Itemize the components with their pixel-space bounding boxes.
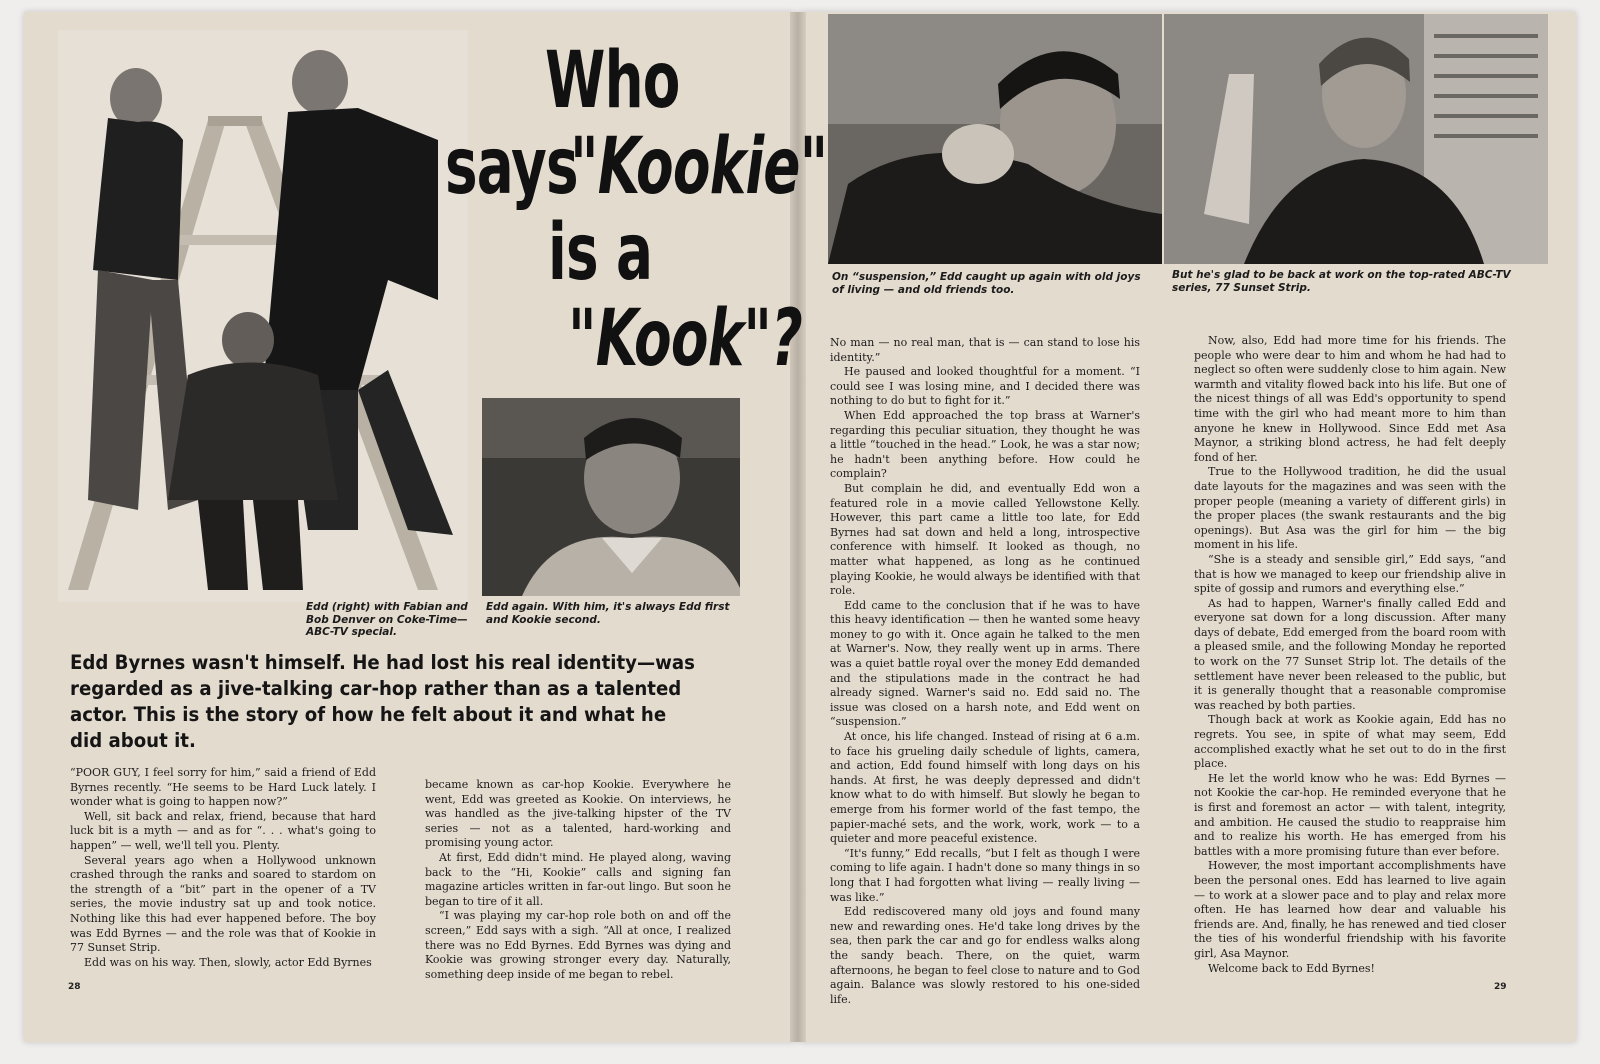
article-column-3 [830,336,1140,1007]
headline-line-says: says [445,122,578,212]
column-3-paragraph: “It's funny,” Edd recalls, “but I felt as though I were coming to life again. I hadn't done so many things in so long that I had forgotten what living — really living — was like.” [830,846,1140,904]
page-number-left: 28 [68,982,81,992]
group-photo-ladder [58,30,468,602]
column-3-paragraph: At once, his life changed. Instead of rising at 6 a.m. to face his grueling daily schedule of lights, camera, and action, Edd found himself with long days on his hands. At first, he was deeply depressed and didn't know what to do with himself. But slowly he began to emerge from his former world of the fast tempo, the papier-maché sets, and the work, work, work — to a quieter and more peaceful existence. [830,730,1140,846]
column-3-paragraph: Edd came to the conclusion that if he was to have this heavy identification — then he wanted some heavy money to go with it. Once again he talked to the men at Warner's. Now, they really went up in arms. There was a quiet battle royal over the money Edd demanded and the stipulations made in the contract he had already signed. Warner's said no. Edd said no. The issue was closed on a harsh note, and Edd went on “suspension.” [830,598,1140,729]
column-4-paragraph: Welcome back to Edd Byrnes! [1208,961,1375,975]
column-4-paragraph: He let the world know who he was: Edd Byrnes — not Kookie the car-hop. He reminded everyone that he is first and foremost an actor — with talent, integrity, and ambition. He caused the studio to reappraise him and to realize his worth. He has emerged from his battles with a more promising future than ever before. [1194,771,1506,858]
column-2-paragraph: became known as car-hop Kookie. Everywhere he went, Edd was greeted as Kookie. On interviews, he was handled as the jive-talking hipster of the TV series — not as a talented, hard-working and promising young actor. [425,778,731,850]
column-2-paragraph: At first, Edd didn't mind. He played along, waving back to the “Hi, Kookie” calls and signing fan magazine articles written in far-out lingo. But soon he began to tire of it all. [425,850,731,908]
column-4-paragraph: True to the Hollywood tradition, he did the usual date layouts for the magazines and was seen with the proper people (meaning a variety of different girls) in the proper places (the swank restaurants and the big openings). But Asa was the girl for him — the big moment in his life. [1194,465,1506,552]
work-photo [1164,14,1548,264]
column-4-paragraph: “She is a steady and sensible girl,” Edd says, “and that is how we managed to keep our friendship alive in spite of gossip and rumors and everything else.” [1194,552,1506,596]
column-3-paragraph: No man — no real man, that is — can stand to lose his identity.” [830,336,1140,364]
headline-word-kookie: "Kookie" [570,122,828,212]
caption-portrait-photo: Edd again. With him, it's always Edd first and Kookie second. [486,601,730,626]
column-3-paragraph: Edd rediscovered many old joys and found many new and rewarding ones. He'd take long drives by the sea, then park the car and go for endless walks along the sandy beach. There, on the quiet, warm afternoons, he began to feel close to nature and to God again. Balance was slowly restored to his one-sided life. [830,905,1140,1006]
page-number-right: 29 [1494,982,1507,992]
edd-portrait-photo [482,398,740,596]
headline-line-who: Who [545,36,680,126]
column-1-paragraph: Edd was on his way. Then, slowly, actor Edd Byrnes [84,955,372,969]
article-deck: Edd Byrnes wasn't himself. He had lost his real identity—was regarded as a jive-talking car-hop rather than as a talented actor. This is the story of how he felt about it and what he did about it. [70,651,695,752]
column-1-paragraph: “POOR GUY, I feel sorry for him,” said a friend of Edd Byrnes recently. “He seems to be Hard Luck lately. I wonder what is going to happen now?” [70,766,376,809]
article-column-1 [70,766,376,970]
headline-line-is-a: is a [548,208,653,298]
article-column-4 [1194,334,1506,976]
caption-group-photo: Edd (right) with Fabian and Bob Denver on Coke-Time— ABC-TV special. [306,601,468,638]
column-3-paragraph: When Edd approached the top brass at Warner's regarding this peculiar situation, they thought he was a little “touched in the head.” Look, he was a star now; he hadn't been anything before. How could he complain? [830,408,1140,481]
column-3-paragraph: But complain he did, and eventually Edd won a featured role in a movie called Yellowstone Kelly. However, this part came a little too late, for Edd Byrnes had sat down and held a long, introspective conference with himself. It looked as though, no matter what happened, as long as he continued playing Kookie, he would always be identified with that role. [830,481,1140,598]
article-column-2 [425,778,731,982]
caption-suspension-photo: On “suspension,” Edd caught up again with old joys of living — and old friends too. [832,271,1141,296]
column-4-paragraph: Now, also, Edd had more time for his friends. The people who were dear to him and whom he had had to neglect so often were suddenly close to him again. New warmth and vitality flowed back into his life. But one of the nicest things of all was Edd's opportunity to spend time with the girl who had meant more to him than anyone he knew in Hollywood. Since Edd met Asa Maynor, a striking blond actress, he had felt deeply fond of her. [1194,334,1506,464]
column-4-paragraph: Though back at work as Kookie again, Edd has no regrets. You see, in spite of what may seem, Edd accomplished exactly what he set out to do in the first place. [1194,713,1506,771]
column-1-paragraph: Several years ago when a Hollywood unknown crashed through the ranks and soared to stardom on the strength of a “bit” part in the opener of a TV series, the movie industry sat up and took notice. Nothing like this had ever happened before. The boy was Edd Byrnes — and the role was that of Kookie in 77 Sunset Strip. [70,853,376,955]
headline-word-kook: "Kook"? [568,294,803,384]
column-4-paragraph: However, the most important accomplishments have been the personal ones. Edd has learned to live again — to work at a slower pace and to play and relax more often. He has learned how dear and valuable his friends are. And, finally, he has renewed and tied closer the ties of his wonderful friendship with his favorite girl, Asa Maynor. [1194,859,1506,960]
column-3-paragraph: He paused and looked thoughtful for a moment. “I could see I was losing mine, and I decided there was nothing to do but to fight for it.” [830,365,1140,408]
column-4-paragraph: As had to happen, Warner's finally called Edd and everyone sat down for a long discussion. After many days of debate, Edd emerged from the board room with a pleased smile, and the following Monday he reported to work on the 77 Sunset Strip lot. The details of the settlement have never been released to the public, but it is generally thought that a reasonable compromise was reached by both parties. [1194,596,1506,712]
caption-work-photo: But he's glad to be back at work on the top-rated ABC-TV series, 77 Sunset Strip. [1172,269,1511,294]
suspension-photo [828,14,1162,264]
column-2-paragraph: “I was playing my car-hop role both on and off the screen,” Edd says with a sigh. “All at once, I realized there was no Edd Byrnes. Edd Byrnes was dying and Kookie was growing stronger every day. Naturally, something deep inside of me began to rebel. [425,909,731,981]
column-1-paragraph: Well, sit back and relax, friend, because that hard luck bit is a myth — and as for “. . . what's going to happen” — well, we'll tell you. Plenty. [70,809,376,852]
